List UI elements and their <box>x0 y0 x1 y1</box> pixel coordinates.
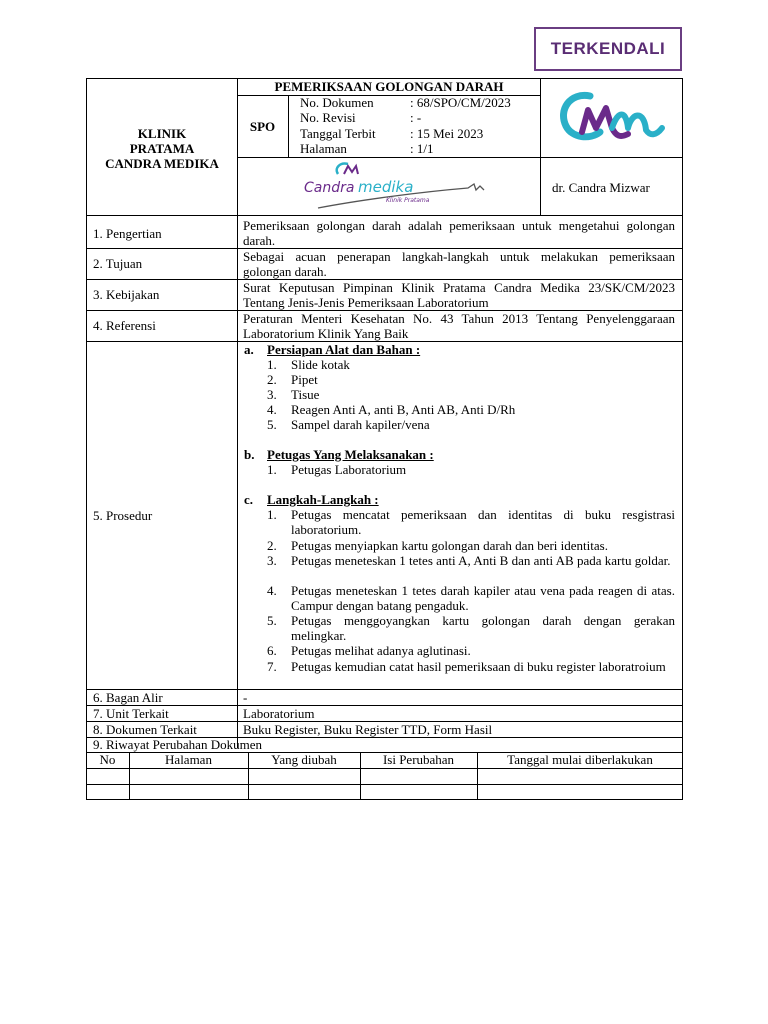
kebijakan-text: Surat Keputusan Pimpinan Klinik Pratama Candra Medika 23/SK/CM/2023 Tentang Jenis-Jenis Pemeriksaan Laboratorium <box>243 280 675 310</box>
c-item-number: 7. <box>267 659 277 674</box>
meta-value-revision: : - <box>410 110 422 125</box>
c-item: Petugas melihat adanya aglutinasi. <box>291 643 471 658</box>
document-title: PEMERIKSAAN GOLONGAN DARAH <box>274 79 504 94</box>
a-item: Reagen Anti A, anti B, Anti AB, Anti D/Rh <box>291 402 516 417</box>
dokumen-terkait-text: Buku Register, Buku Register TTD, Form Hasil <box>243 722 493 737</box>
history-col-header: Yang diubah <box>271 752 337 767</box>
pengertian-label: 1. Pengertian <box>93 226 162 241</box>
c-item: Petugas menggoyangkan kartu golongan darah dengan gerakan melingkar. <box>291 613 675 643</box>
a-item-number: 3. <box>267 387 277 402</box>
header-bottom-line <box>86 215 683 216</box>
a-item-number: 2. <box>267 372 277 387</box>
c-item-number: 5. <box>267 613 277 628</box>
section-c-letter: c. <box>244 492 254 507</box>
unit-terkait-text: Laboratorium <box>243 706 315 721</box>
clinic-name <box>87 126 237 171</box>
prosedur-label: 5. Prosedur <box>93 508 153 523</box>
header-divider-right <box>540 78 541 215</box>
unit-terkait-label: 7. Unit Terkait <box>93 706 169 721</box>
meta-value-issue-date: : 15 Mei 2023 <box>410 126 484 141</box>
tujuan-text: Sebagai acuan penerapan langkah-langkah untuk melakukan pemeriksaan golongan darah. <box>243 249 675 279</box>
row-line <box>86 689 683 690</box>
history-col-header: Tanggal mulai diberlakukan <box>507 752 653 767</box>
logo-word-candra: Candra <box>304 180 355 196</box>
pengertian-text: Pemeriksaan golongan darah adalah pemeriksaan untuk mengetahui golongan darah. <box>243 218 675 248</box>
a-item-number: 4. <box>267 402 277 417</box>
controlled-stamp: TERKENDALI <box>534 27 682 71</box>
a-item: Tisue <box>291 387 320 402</box>
referensi-text: Peraturan Menteri Kesehatan No. 43 Tahun 2013 Tentang Penyelenggaraan Laboratorium Klinik Yang Baik <box>243 311 675 341</box>
row-line <box>86 705 683 706</box>
c-item-number: 1. <box>267 507 277 522</box>
section-b-letter: b. <box>244 447 255 462</box>
history-col-header: No <box>99 752 116 767</box>
kebijakan-label: 3. Kebijakan <box>93 287 160 302</box>
history-row-line <box>86 784 683 785</box>
clinic-name-line: KLINIK <box>137 126 187 141</box>
bagan-alir-text: - <box>243 690 248 705</box>
signer-name: dr. Candra Mizwar <box>552 180 650 195</box>
history-col-header: Halaman <box>165 752 212 767</box>
c-item-number: 4. <box>267 583 277 598</box>
clinic-name-line: PRATAMA <box>129 141 195 156</box>
spo-label: SPO <box>249 119 276 134</box>
history-col-header: Isi Perubahan <box>382 752 455 767</box>
c-item: Petugas mencatat pemeriksaan dan identitas di buku resgistrasi laboratorium. <box>291 507 675 537</box>
a-item-number: 1. <box>267 357 277 372</box>
meta-value-page: : 1/1 <box>410 141 434 156</box>
clinic-name-line: CANDRA MEDIKA <box>105 156 219 171</box>
history-header-line <box>86 768 683 769</box>
meta-label-revision: No. Revisi <box>300 110 356 125</box>
meta-value-doc-no: : 68/SPO/CM/2023 <box>410 95 511 110</box>
c-item: Petugas kemudian catat hasil pemeriksaan di buku register laboratroium <box>291 659 666 674</box>
candra-medika-logo <box>300 160 500 214</box>
header-divider-left <box>237 78 238 748</box>
b-item-number: 1. <box>267 462 277 477</box>
section-b-title: Petugas Yang Melaksanakan : <box>267 447 434 462</box>
riwayat-label: 9. Riwayat Perubahan Dokumen <box>93 737 262 752</box>
logo-word-medika: medika <box>358 178 414 196</box>
b-item: Petugas Laboratorium <box>291 462 407 477</box>
section-c-title: Langkah-Langkah : <box>267 492 379 507</box>
meta-label-issue-date: Tanggal Terbit <box>300 126 376 141</box>
a-item: Pipet <box>291 372 318 387</box>
c-item: Petugas menyiapkan kartu golongan darah dan beri identitas. <box>291 538 608 553</box>
tujuan-label: 2. Tujuan <box>93 256 143 271</box>
meta-label-doc-no: No. Dokumen <box>300 95 374 110</box>
clinic-cm-logo <box>556 88 672 146</box>
dokumen-terkait-label: 8. Dokumen Terkait <box>93 722 197 737</box>
section-a-letter: a. <box>244 342 254 357</box>
c-item-number: 6. <box>267 643 277 658</box>
a-item: Sampel darah kapiler/vena <box>291 417 430 432</box>
a-item: Slide kotak <box>291 357 350 372</box>
a-item-number: 5. <box>267 417 277 432</box>
spo-divider <box>288 95 289 157</box>
c-item-number: 3. <box>267 553 277 568</box>
c-item: Petugas meneteskan 1 tetes darah kapiler atau vena pada reagen di atas. Campur dengan batang pengaduk. <box>291 583 675 613</box>
meta-bottom-line <box>237 157 683 158</box>
c-item: Petugas meneteskan 1 tetes anti A, Anti B dan anti AB pada kartu goldar. <box>291 553 671 568</box>
logo-tagline: Klinik Pratama <box>386 197 430 204</box>
section-a-title: Persiapan Alat dan Bahan : <box>267 342 421 357</box>
meta-label-page: Halaman <box>300 141 347 156</box>
c-item-number: 2. <box>267 538 277 553</box>
referensi-label: 4. Referensi <box>93 318 156 333</box>
bagan-alir-label: 6. Bagan Alir <box>93 690 163 705</box>
